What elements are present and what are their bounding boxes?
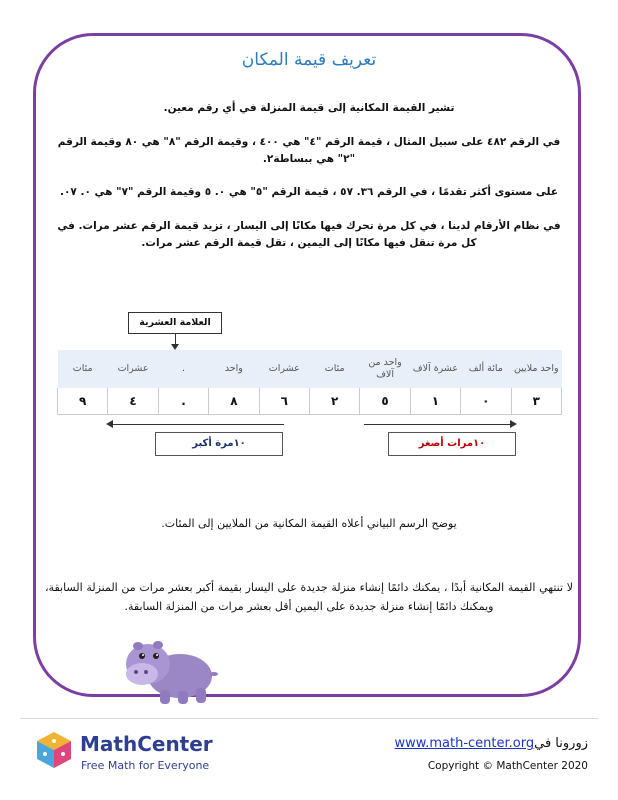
digit-cell: ٩ [58,388,108,415]
mathcenter-logo-icon [33,730,75,770]
digit-cell: ٢ [309,388,359,415]
place-value-header-row [58,350,562,388]
digit-cell: ٤ [108,388,158,415]
right-arrow-line [364,424,511,425]
hippo-illustration [118,628,220,708]
copyright: Copyright © MathCenter 2020 [427,760,588,772]
digit-cell: . [158,388,208,415]
place-header: مائة ألف [461,350,511,388]
closing-paragraph: لا تنتهي القيمة المكانية أبدًا ، يمكنك دائمًا إنشاء منزلة جديدة على اليسار بقيمة أكبر بعشر مرات من المنزلة السابقة، ويمكنك دائمًا إنشاء منزلة جديدة على اليمين أقل بعشر مرات من المنزلة السابقة. [45,581,573,613]
place-header: واحد [209,350,259,388]
ten-times-smaller-label: ١٠مرات أصغر [388,432,516,456]
digit-cell: ٨ [209,388,259,415]
digit-cell: ٣ [511,388,561,415]
digit-cell: ٦ [259,388,309,415]
digit-cell: ١ [410,388,460,415]
place-header: . [158,350,208,388]
ten-times-larger-label: ١٠مرة أكبر [155,432,283,456]
place-header: مئات [58,350,108,388]
place-header: مئات [309,350,359,388]
diagram-caption: يوضح الرسم البياني أعلاه القيمة المكانية من الملايين إلى المئات. [161,517,457,530]
decimal-point-label: العلامة العشرية [128,312,222,334]
intro-paragraph: تشير القيمة المكانية إلى قيمة المنزلة في أي رقم معين. [163,102,455,114]
right-arrow-icon [510,420,517,428]
digit-cell: ٥ [360,388,410,415]
digit-cell: ٠ [461,388,511,415]
footer-divider [20,718,598,719]
website-link[interactable]: www.math-center.org [394,736,535,751]
decimal-example-paragraph: على مستوى أكثر تقدمًا ، في الرقم ٣٦. ٥٧ ، قيمة الرقم "٥" هي ٠. ٥ وقيمة الرقم "٧" هي ٠. ٠٧. [59,186,559,198]
place-header: عشرة آلاف [410,350,460,388]
visit-prefix: زورونا في [534,736,588,751]
place-header: واحد من آلاف [360,350,410,388]
brand-tagline: Free Math for Everyone [81,759,210,772]
place-header: عشرات [108,350,158,388]
left-arrow-line [112,424,284,425]
place-value-table [57,350,562,415]
place-header: واحد ملايين [511,350,561,388]
place-value-digit-row [58,388,562,415]
brand-name: MathCenter [80,732,213,756]
rule-paragraph: في نظام الأرقام لدينا ، في كل مرة تحرك فيها مكانًا إلى اليسار ، تزيد قيمة الرقم عشر مرات. في كل مرة تنقل فيها مكانًا إلى اليمين ، تقل قيمة الرقم عشر مرات. [57,220,561,249]
page-title: تعريف قيمة المكان [241,50,377,70]
website-line [395,736,588,751]
place-header: عشرات [259,350,309,388]
example-paragraph: في الرقم ٤٨٢ على سبيل المثال ، قيمة الرقم "٤" هي ٤٠٠ ، وقيمة الرقم "٨" هي ٨٠ وقيمة الرقم "٢" هي ببساطة٢. [57,136,561,165]
